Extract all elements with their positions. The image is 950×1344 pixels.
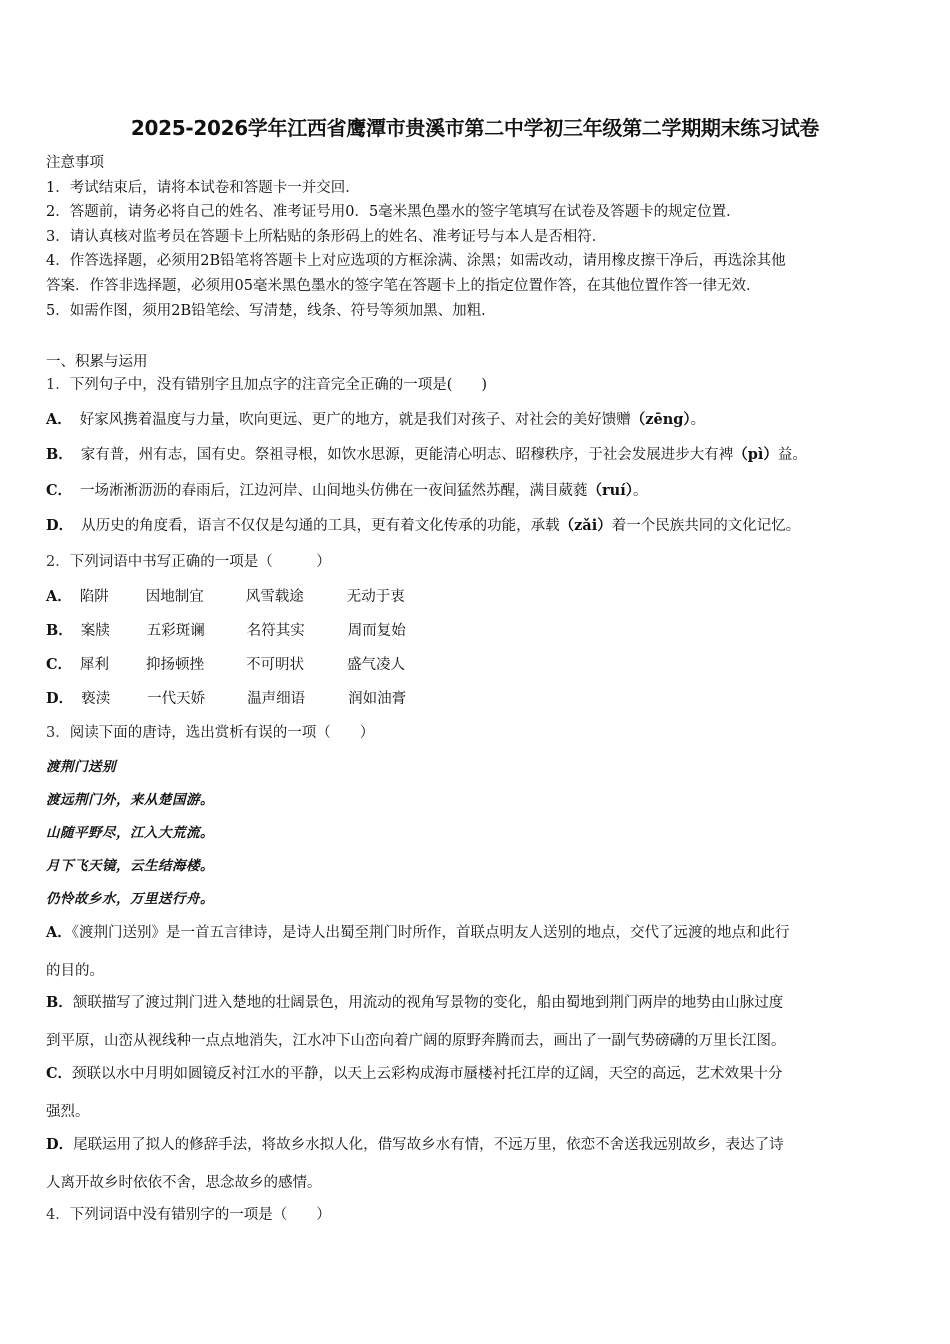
option-label: B． xyxy=(46,994,73,1011)
option-text: 尾联运用了拟人的修辞手法，将故乡水拟人化，借写故乡水有情，不远万里，依恋不舍送我远别故乡，表达了诗 xyxy=(73,1137,784,1153)
question-2-stem xyxy=(46,550,331,574)
q2-option-c xyxy=(46,653,405,677)
notes-item: 4．作答选择题，必须用2B铅笔将答题卡上对应选项的方框涂满、涂黑；如需改动，请用橡皮擦干净后，再选涂其他 xyxy=(46,253,786,270)
option-label: C． xyxy=(46,482,73,499)
q3-option-b xyxy=(46,984,908,1060)
notes-item: 2．答题前，请务必将自己的姓名、准考证号用0．5毫米黑色墨水的签字笔填写在试卷及答题卡的规定位置． xyxy=(46,204,741,221)
notes-item: 答案．作答非选择题，必须用05毫米黑色墨水的签字笔在答题卡上的指定位置作答，在其他位置作答一律无效． xyxy=(46,277,761,294)
poem-line: 月下飞天镜，云生结海楼。 xyxy=(46,858,214,874)
option-label: B． xyxy=(46,622,73,639)
option-label: C． xyxy=(46,656,73,673)
word: 亵渎 xyxy=(81,691,111,707)
option-text: 好家风携着温度与力量，吹向更远、更广的地方，就是我们对孩子、对社会的美好馈赠 xyxy=(79,412,631,428)
word: 抑扬顿挫 xyxy=(146,657,205,673)
q1-option-c xyxy=(46,479,648,503)
option-text-end: 益。 xyxy=(777,447,807,463)
option-text-cont: 人离开故乡时依依不舍，思念故乡的感情。 xyxy=(46,1175,322,1191)
option-text: 《渡荆门送别》是一首五言律诗，是诗人出蜀至荆门时所作，首联点明友人送别的地点，交代了远渡的地点和此行 xyxy=(71,925,790,941)
option-text: 从历史的角度看，语言不仅仅是勾通的工具，更有着文化传承的功能，承载 xyxy=(81,518,560,534)
option-label: B． xyxy=(46,446,73,463)
question-text: 下列词语中没有错别字的一项是（ ） xyxy=(69,1207,331,1223)
option-pinyin: （ruí） xyxy=(587,482,633,499)
word: 一代天娇 xyxy=(147,691,206,707)
poem-line: 渡远荆门外，来从楚国游。 xyxy=(46,792,214,808)
poem-title: 渡荆门送别 xyxy=(46,759,116,775)
page-title: 2025-2026学年江西省鹰潭市贵溪市第二中学初三年级第二学期期末练习试卷 xyxy=(130,116,820,140)
option-text-cont: 到平原，山峦从视线种一点点地消失，江水冲下山峦向着广阔的原野奔腾而去，画出了一副气势磅礴的万里长江图。 xyxy=(46,1033,786,1049)
option-pinyin: （pì） xyxy=(733,446,778,463)
notes-heading: 注意事项 xyxy=(46,155,104,171)
question-text: 下列句子中，没有错别字且加点字的注音完全正确的一项是( ) xyxy=(69,377,488,393)
question-text: 阅读下面的唐诗，选出赏析有误的一项（ ） xyxy=(69,725,375,741)
word: 润如油膏 xyxy=(348,691,407,707)
option-label: D． xyxy=(46,690,74,707)
word: 五彩斑谰 xyxy=(146,623,205,639)
option-text-cont: 强烈。 xyxy=(46,1104,90,1120)
q3-option-d xyxy=(46,1126,908,1202)
q1-option-a xyxy=(46,408,705,432)
option-text-end: 。 xyxy=(690,412,706,428)
option-text: 家有普，州有志，国有史。祭祖寻根，如饮水思源，更能清心明志、昭穆秩序，于社会发展进步大有裨 xyxy=(80,447,734,463)
option-label: D． xyxy=(46,517,74,534)
notes-item: 1．考试结束后，请将本试卷和答题卡一并交回． xyxy=(46,179,360,196)
question-number: 4． xyxy=(46,1207,70,1223)
option-text: 颔联描写了渡过荆门进入楚地的壮阔景色，用流动的视角写景物的变化，船由蜀地到荆门两岸的地势由山脉过度 xyxy=(72,995,784,1011)
question-number: 2． xyxy=(46,554,70,570)
word: 盛气凌人 xyxy=(347,657,406,673)
q3-option-a xyxy=(46,914,908,990)
option-label: A． xyxy=(46,411,72,428)
q2-option-a xyxy=(46,585,405,609)
q2-option-d xyxy=(46,687,406,711)
q2-option-b xyxy=(46,619,406,643)
word: 因地制宜 xyxy=(145,589,204,605)
word: 无动于衷 xyxy=(346,589,405,605)
option-text: 颈联以水中月明如圆镜反衬江水的平静，以天上云彩构成海市蜃楼衬托江岸的辽阔，天空的高远，艺术效果十分 xyxy=(72,1066,783,1082)
poem-line: 仍怜故乡水，万里送行舟。 xyxy=(46,891,214,907)
option-label: A． xyxy=(46,924,72,941)
option-pinyin: （zǎi） xyxy=(559,517,612,534)
word: 温声细语 xyxy=(247,691,306,707)
word: 案牍 xyxy=(80,623,110,639)
word: 周而复始 xyxy=(347,623,406,639)
word: 风雪载途 xyxy=(245,589,304,605)
question-number: 1． xyxy=(46,377,70,393)
option-text: 一场淅淅沥沥的春雨后，江边河岸、山间地头仿佛在一夜间猛然苏醒，满目葳蕤 xyxy=(80,483,588,499)
word: 名符其实 xyxy=(246,623,305,639)
option-pinyin: （zēng） xyxy=(630,411,691,428)
question-text: 下列词语中书写正确的一项是（ ） xyxy=(69,554,331,570)
option-label: D． xyxy=(46,1136,74,1153)
option-text-end: 。 xyxy=(633,483,648,499)
poem-line: 山随平野尽，江入大荒流。 xyxy=(46,825,214,841)
word: 陷阱 xyxy=(79,589,109,605)
q3-option-c xyxy=(46,1055,908,1131)
option-label: C． xyxy=(46,1065,73,1082)
word: 犀利 xyxy=(80,657,110,673)
question-number: 3． xyxy=(46,725,70,741)
q1-option-b xyxy=(46,443,807,467)
option-text-cont: 的目的。 xyxy=(46,963,104,979)
q1-option-d xyxy=(46,514,800,538)
notes-block xyxy=(46,151,908,323)
option-label: A． xyxy=(46,588,72,605)
word: 不可明状 xyxy=(246,657,305,673)
notes-item: 5．如需作图，须用2B铅笔绘、写清楚，线条、符号等须加黑、加粗． xyxy=(46,302,496,319)
question-1-stem xyxy=(46,373,487,397)
section-heading: 一、积累与运用 xyxy=(46,354,148,370)
question-4-stem xyxy=(46,1203,331,1227)
notes-item: 3．请认真核对监考员在答题卡上所粘贴的条形码上的姓名、准考证号与本人是否相符． xyxy=(46,228,607,245)
option-text-end: 着一个民族共同的文化记忆。 xyxy=(611,518,801,534)
question-3-stem xyxy=(46,721,374,745)
